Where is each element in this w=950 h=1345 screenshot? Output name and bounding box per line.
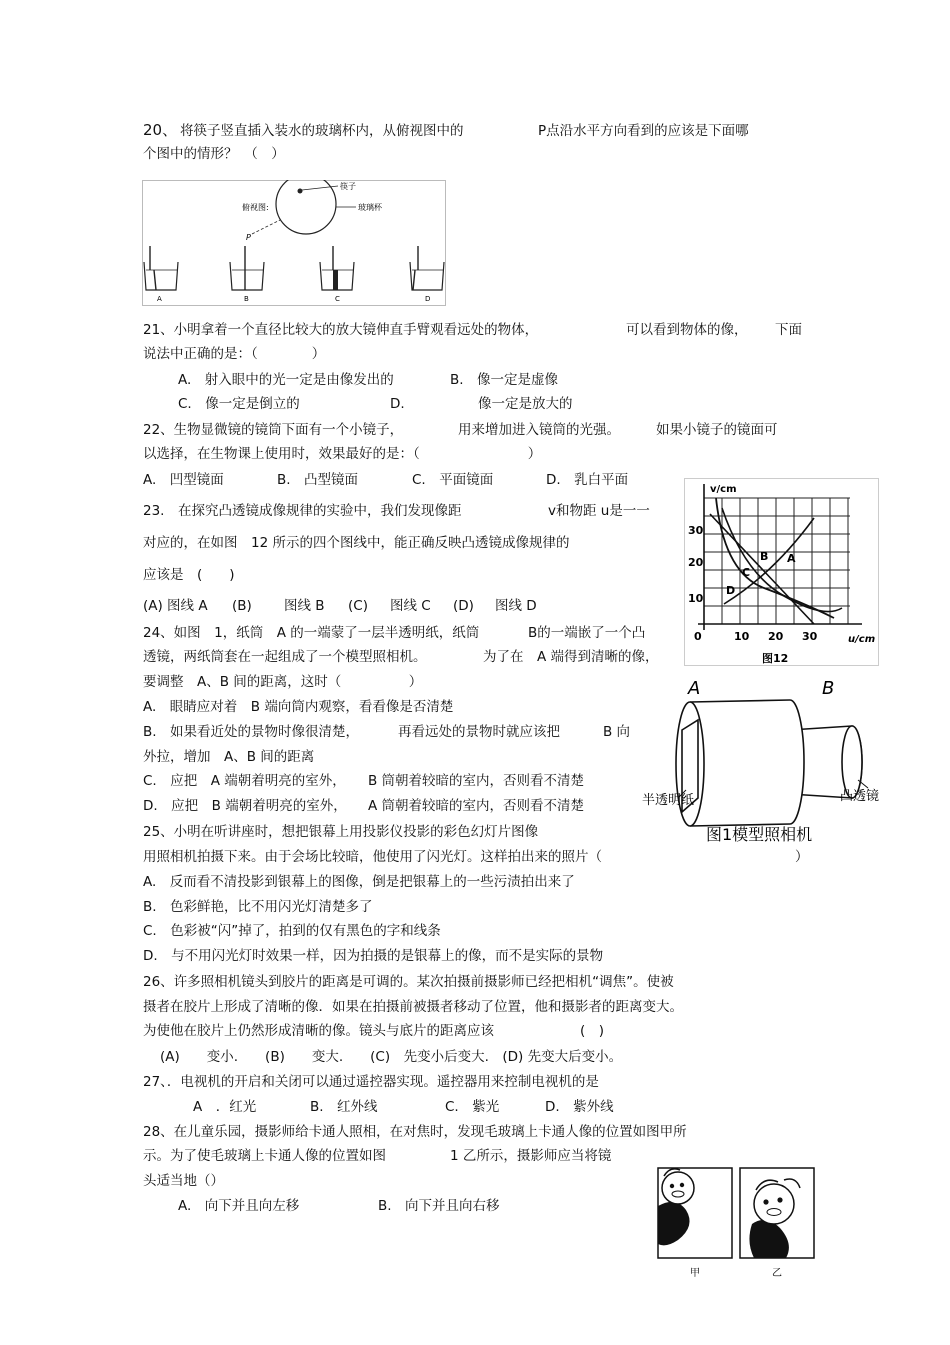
q20-text-1b: P点沿水平方向看到的应该是下面哪: [538, 123, 749, 139]
q21-option-b: B. 像一定是虚像: [450, 372, 559, 388]
q20-figure: [142, 180, 446, 306]
q23-text-1b: v和物距 u是一一: [548, 503, 650, 519]
q24-option-b-2: 外拉，增加 A、B 间的距离: [143, 749, 315, 765]
q27-text-1: 27、．电视机的开启和关闭可以通过遥控器实现。遥控器用来控制电视机的是: [143, 1074, 599, 1090]
cup-label-a: A: [157, 295, 162, 303]
q24-text-2b: 为了在 A 端得到清晰的像，: [483, 649, 659, 665]
q24-text-1b: B的一端嵌了一个凸: [528, 625, 646, 641]
label-jia: 甲: [690, 1268, 700, 1279]
q21-option-d-label: D.: [390, 396, 405, 412]
q28-text-2b: 1 乙所示，摄影师应当将镜: [450, 1148, 612, 1164]
q22-text-1a: 22、生物显微镜的镜筒下面有一个小镜子，: [143, 422, 404, 438]
q26-options: (A) 变小. (B) 变大. (C) 先变小后变大. (D) 先变大后变小。: [160, 1049, 623, 1065]
graph-ytick-30: 30: [688, 524, 704, 537]
fig20-label-right: 玻璃杯: [358, 203, 382, 212]
q22-text-1b: 用来增加进入镜筒的光强。: [458, 422, 620, 438]
q26-text-3a: 为使他在胶片上仍然形成清晰的像。镜头与底片的距离应该: [143, 1023, 494, 1039]
q24-camera-figure: [640, 672, 900, 848]
cup-label-c: C: [335, 295, 340, 303]
fig20-label-left: 俯视图:: [242, 203, 269, 212]
graph-curve-label-c: C: [742, 566, 751, 579]
q27-option-c: C. 紫光: [445, 1099, 500, 1115]
q24-text-1a: 24、如图 1，纸筒 A 的一端蒙了一层半透明纸，纸筒: [143, 625, 480, 641]
fig20-label-p: P: [246, 233, 251, 242]
tube-a: [690, 700, 804, 826]
q23-option-6: (D): [453, 598, 474, 614]
cup-b: [230, 246, 264, 290]
q23-graph-figure: [684, 478, 879, 666]
q22-option-a: A. 凹型镜面: [143, 472, 224, 488]
graph-curve-label-d: D: [726, 584, 736, 597]
cup-label-d: D: [425, 295, 431, 303]
cup-label-b: B: [244, 295, 249, 303]
q24-option-b-1c: B 向: [603, 724, 631, 740]
camera-label-lens: 凸透镜: [840, 789, 880, 804]
glass-top-view: [276, 180, 336, 234]
q20-text-2: 个图中的情形？ （ ）: [143, 146, 285, 162]
fig20-label-top: 筷子: [340, 182, 356, 191]
q21-text-1b: 可以看到物体的像，: [626, 322, 748, 338]
q28-text-2a: 示。为了使毛玻璃上卡通人像的位置如图: [143, 1148, 386, 1164]
q25-text-1: 25、小明在听讲座时，想把银幕上用投影仪投影的彩色幻灯片图像: [143, 824, 539, 840]
q21-text-2: 说法中正确的是：（ ）: [143, 346, 326, 362]
q24-text-2a: 透镜，两纸筒套在一起组成了一个模型照相机。: [143, 649, 427, 665]
q26-text-1: 26、许多照相机镜头到胶片的距离是可调的。某次拍摄前摄影师已经把相机“调焦”。使被: [143, 974, 674, 990]
graph-y-label: v/cm: [710, 484, 737, 495]
graph-ytick-0: 0: [694, 630, 702, 643]
q20-number: 20、: [143, 121, 178, 139]
graph-xtick-30: 30: [802, 630, 818, 643]
graph-curve-b: [710, 514, 814, 624]
q22-option-d: D. 乳白平面: [546, 472, 629, 488]
graph-caption: 图12: [762, 652, 789, 665]
q28-option-a: A. 向下并且向左移: [178, 1198, 300, 1214]
q25-option-d: D. 与不用闪光灯时效果一样，因为拍摄的是银幕上的像，而不是实际的景物: [143, 948, 604, 964]
q21-option-a: A. 射入眼中的光一定是由像发出的: [178, 372, 394, 388]
q25-option-c: C. 色彩被“闪”掉了，拍到的仅有黑色的字和线条: [143, 923, 441, 939]
q21-text-1c: 下面: [775, 322, 802, 338]
q24-option-b-1b: 再看远处的景物时就应该把: [398, 724, 560, 740]
graph-xtick-10: 10: [734, 630, 750, 643]
q23-option-7: 图线 D: [495, 598, 537, 614]
camera-label-a: A: [688, 678, 701, 699]
chopstick-dot: [298, 189, 303, 194]
q25-text-2b: ）: [795, 849, 809, 865]
q21-text-1a: 21、小明拿着一个直径比较大的放大镜伸直手臂观看远处的物体，: [143, 322, 539, 338]
q28-figure: [656, 1166, 818, 1280]
q22-text-2: 以选择，在生物课上使用时，效果最好的是：（ ）: [143, 446, 542, 462]
q24-option-d-2: A 筒朝着较暗的室内，否则看不清楚: [368, 798, 585, 814]
cup-d: [410, 246, 444, 290]
q22-option-c: C. 平面镜面: [412, 472, 494, 488]
camera-label-b: B: [822, 678, 835, 699]
q27-option-a: A ．红光: [193, 1099, 257, 1115]
q26-text-2: 摄者在胶片上形成了清晰的像．如果在拍摄前被摄者移动了位置，他和摄影者的距离变大。: [143, 999, 683, 1015]
q28-text-1: 28、在儿童乐园，摄影师给卡通人照相，在对焦时，发现毛玻璃上卡通人像的位置如图甲所: [143, 1124, 687, 1140]
q24-option-a: A. 眼睛应对着 B 端向筒内观察，看看像是否清楚: [143, 699, 454, 715]
q23-option-4: (C): [348, 598, 368, 614]
q27-option-d: D. 紫外线: [545, 1099, 614, 1115]
q24-text-3: 要调整 A、B 间的距离，这时（ ）: [143, 674, 423, 690]
q21-option-d: 像一定是放大的: [478, 396, 573, 412]
graph-x-label: u/cm: [848, 634, 876, 645]
q25-option-b: B. 色彩鲜艳，比不用闪光灯清楚多了: [143, 899, 373, 915]
graph-curve-a: [724, 518, 814, 604]
q22-text-1c: 如果小镜子的镜面可: [656, 422, 778, 438]
q21-option-c: C. 像一定是倒立的: [178, 396, 300, 412]
graph-ytick-10: 10: [688, 592, 704, 605]
cup-c: [320, 246, 354, 290]
graph-curve-label-a: A: [787, 552, 796, 565]
convex-lens: [842, 726, 862, 798]
q22-option-b: B. 凸型镜面: [277, 472, 359, 488]
q27-option-b: B. 红外线: [310, 1099, 378, 1115]
q28-text-3: 头适当地（）: [143, 1173, 224, 1189]
q28-option-b: B. 向下并且向右移: [378, 1198, 500, 1214]
q23-option-2: (B): [232, 598, 252, 614]
q23-option-5: 图线 C: [390, 598, 431, 614]
label-yi: 乙: [772, 1268, 782, 1279]
q23-text-1a: 23. 在探究凸透镜成像规律的实验中，我们发现像距: [143, 503, 462, 519]
q20-text-1a: 将筷子竖直插入装水的玻璃杯内，从俯视图中的: [180, 123, 464, 139]
q23-text-3: 应该是 ( ): [143, 567, 235, 583]
q24-option-d-1: D. 应把 B 端朝着明亮的室外，: [143, 798, 347, 814]
q23-text-2: 对应的，在如图 12 所示的四个图线中，能正确反映凸透镜成像规律的: [143, 535, 570, 551]
graph-curve-label-b: B: [760, 550, 769, 563]
camera-caption: 图1模型照相机: [706, 825, 813, 844]
q25-text-2a: 用照相机拍摄下来。由于会场比较暗，他使用了闪光灯。这样拍出来的照片（: [143, 849, 602, 865]
q26-text-3b: ( ): [580, 1023, 605, 1039]
q24-option-c-2: B 筒朝着较暗的室内，否则看不清楚: [368, 773, 585, 789]
cup-a: [144, 246, 178, 290]
q24-option-c-1: C. 应把 A 端朝着明亮的室外，: [143, 773, 346, 789]
q23-option-1: (A) 图线 A: [143, 598, 208, 614]
graph-ytick-20: 20: [688, 556, 704, 569]
q24-option-b-1a: B. 如果看近处的景物时像很清楚，: [143, 724, 360, 740]
graph-xtick-20: 20: [768, 630, 784, 643]
q25-option-a: A. 反而看不清投影到银幕上的图像，倒是把银幕上的一些污渍拍出来了: [143, 874, 575, 890]
q23-option-3: 图线 B: [284, 598, 325, 614]
camera-label-paper: 半透明纸: [642, 793, 695, 808]
